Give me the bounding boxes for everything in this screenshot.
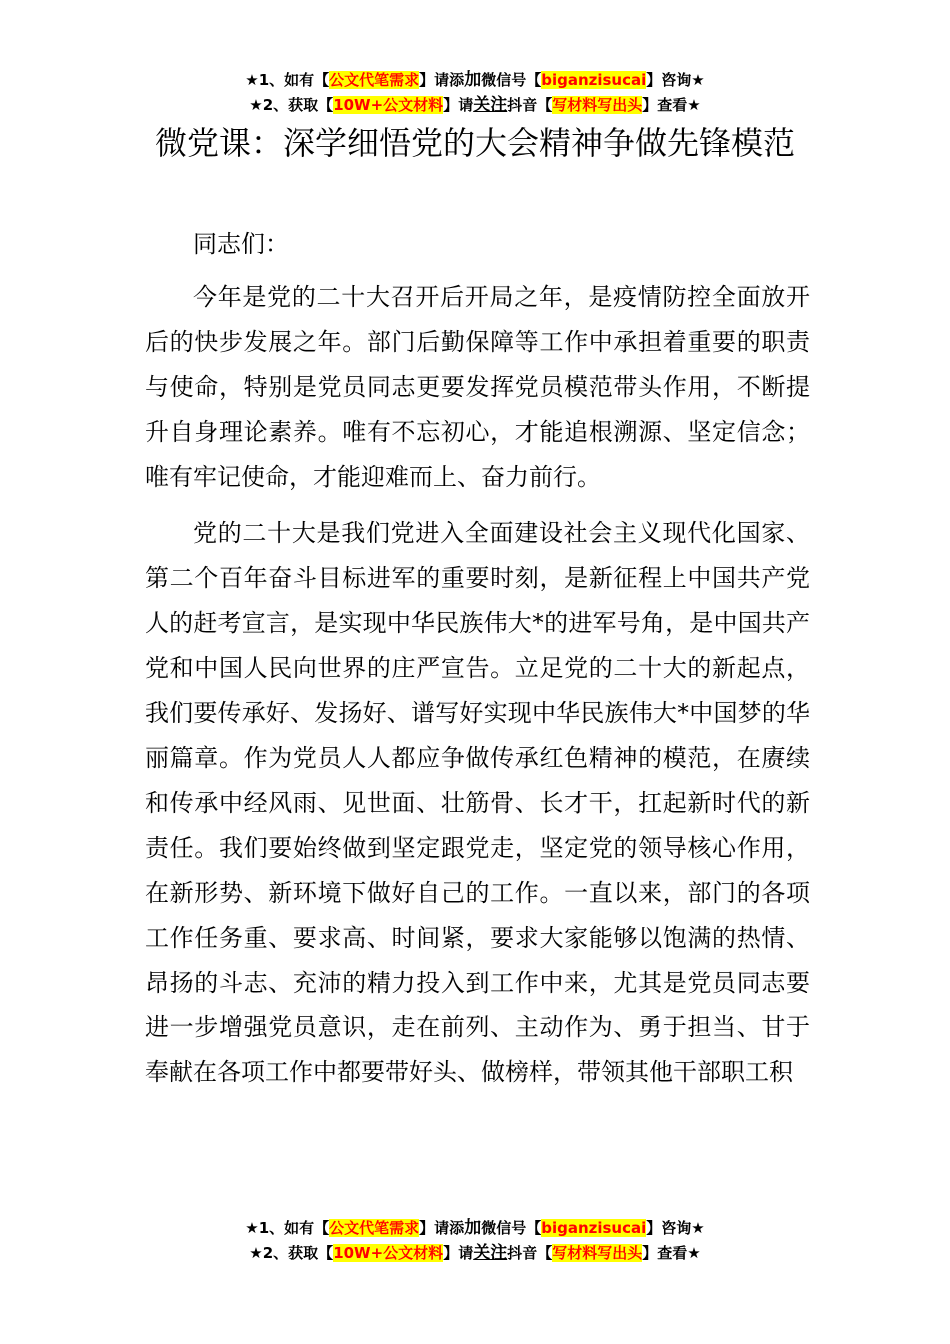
paragraph: 今年是党的二十大召开后开局之年，是疫情防控全面放开后的快步发展之年。部门后勤保障等工作中承担着重要的职责与使命，特别是党员同志更要发挥党员模范带头作用，不断提升自身理论素养。唯有不忘初心，才能追根溯源、坚定信念；唯有牢记使命，才能迎难而上、奋力前行。 <box>145 282 810 491</box>
banner-text: 】请添 <box>419 1219 465 1237</box>
banner-highlight: biganzisucai <box>541 71 647 89</box>
banner-emphasis: 关注 <box>473 1243 508 1263</box>
document-title: 微党课：深学细悟党的大会精神争做先锋模范 <box>154 124 795 162</box>
banner-text: 】查看★ <box>642 1244 701 1262</box>
banner-highlight: 写材料写出头 <box>552 1244 643 1262</box>
banner-text: 抖音【 <box>507 1244 553 1262</box>
banner-text: 】咨询★ <box>646 71 705 89</box>
footer-banner <box>0 1216 950 1266</box>
banner-text: ★2、获取【 <box>249 1244 334 1262</box>
banner-highlight: 写材料写出头 <box>552 96 643 114</box>
banner-text: 】请 <box>443 1244 474 1262</box>
banner-highlight: 10W+公文材料 <box>333 1244 444 1262</box>
banner-line-1 <box>0 1216 950 1241</box>
header-banner <box>0 68 950 118</box>
banner-highlight: 10W+公文材料 <box>333 96 444 114</box>
banner-text: ★1、如有【 <box>245 1219 330 1237</box>
banner-highlight: 公文代笔需求 <box>329 1219 420 1237</box>
banner-text: 】咨询★ <box>646 1219 705 1237</box>
banner-highlight: biganzisucai <box>541 1219 647 1237</box>
banner-emphasis: 加 <box>464 70 482 90</box>
banner-emphasis: 加 <box>464 1218 482 1238</box>
banner-text: 】查看★ <box>642 96 701 114</box>
banner-text: 微信号【 <box>481 1219 542 1237</box>
banner-emphasis: 关注 <box>473 95 508 115</box>
banner-text: 】请 <box>443 96 474 114</box>
banner-text: 抖音【 <box>507 96 553 114</box>
document-body <box>145 222 810 1107</box>
banner-line-1 <box>0 68 950 93</box>
banner-highlight: 公文代笔需求 <box>329 71 420 89</box>
salutation: 同志们： <box>193 230 289 258</box>
banner-text: ★2、获取【 <box>249 96 334 114</box>
banner-text: 微信号【 <box>481 71 542 89</box>
banner-text: 】请添 <box>419 71 465 89</box>
banner-line-2 <box>0 1241 950 1266</box>
banner-line-2 <box>0 93 950 118</box>
paragraph: 党的二十大是我们党进入全面建设社会主义现代化国家、第二个百年奋斗目标进军的重要时刻，是新征程上中国共产党人的赶考宣言，是实现中华民族伟大*的进军号角，是中国共产党和中国人民向世界的庄严宣告。立足党的二十大的新起点，我们要传承好、发扬好、谱写好实现中华民族伟大*中国梦的华丽篇章。作为党员人人都应争做传承红色精神的模范，在赓续和传承中经风雨、见世面、壮筋骨、长才干，扛起新时代的新责任。我们要始终做到坚定跟党走，坚定党的领导核心作用，在新形势、新环境下做好自己的工作。一直以来，部门的各项工作任务重、要求高、时间紧，要求大家能够以饱满的热情、昂扬的斗志、充沛的精力投入到工作中来，尤其是党员同志要进一步增强党员意识，走在前列、主动作为、勇于担当、甘于奉献在各项工作中都要带好头、做榜样，带领其他干部职工积 <box>145 519 810 1087</box>
banner-text: ★1、如有【 <box>245 71 330 89</box>
